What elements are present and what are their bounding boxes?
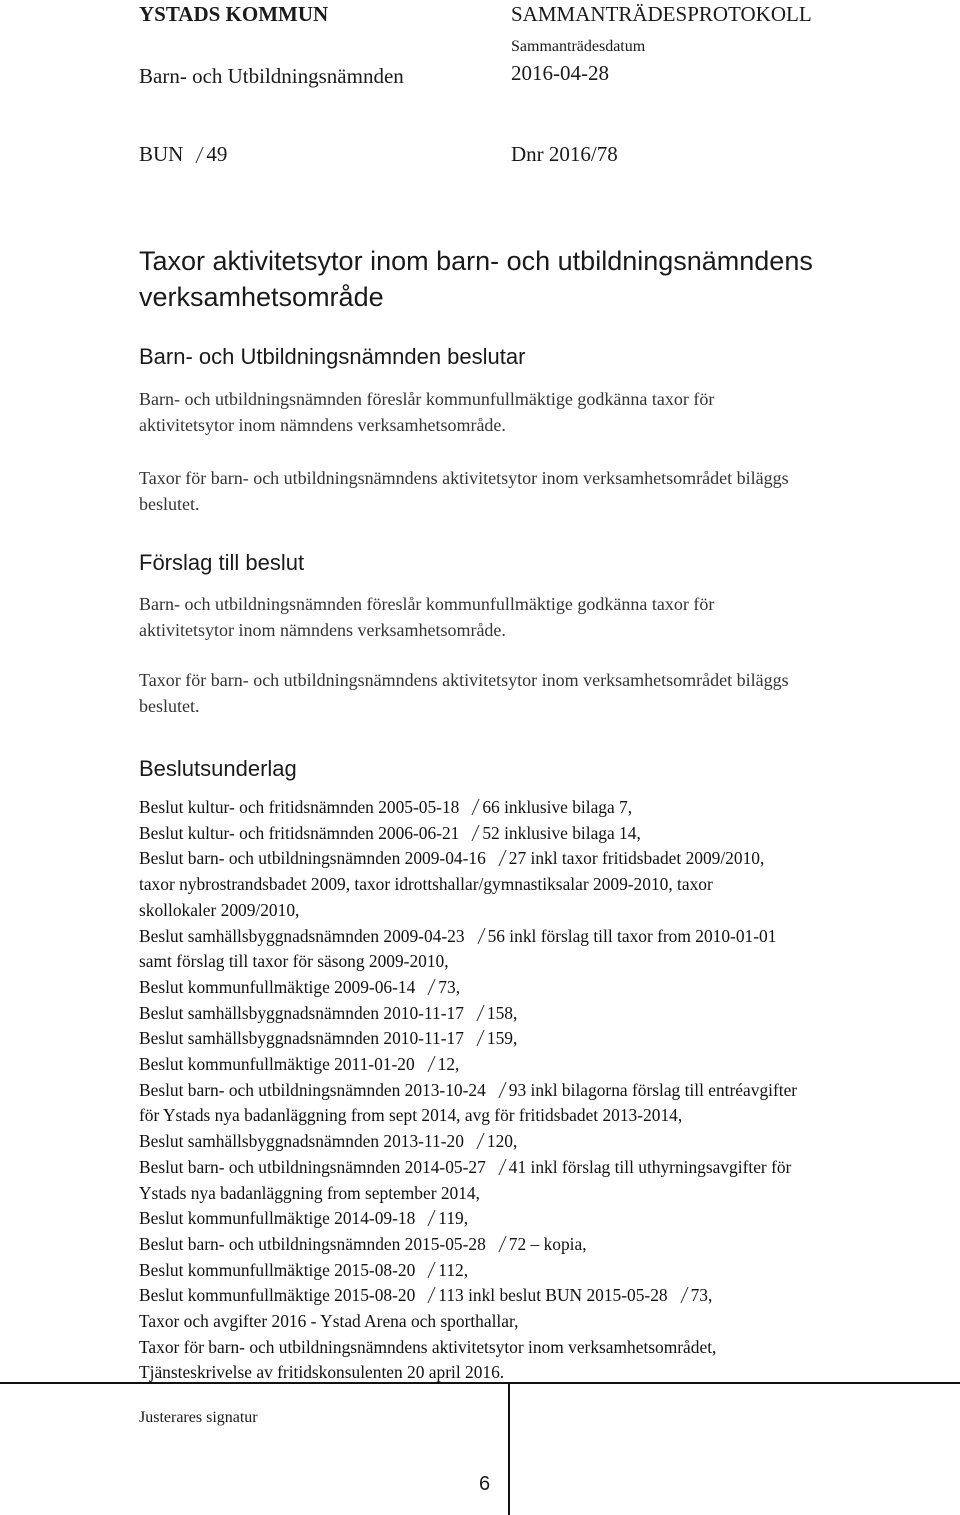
basis-text: Beslut barn- och utbildningsnämnden 2013-10-24 (139, 1079, 486, 1100)
section-sign-icon (418, 1262, 436, 1278)
title-line: Taxor aktivitetsytor inom barn- och utbildningsnämndens (139, 246, 813, 276)
basis-text: 56 inkl förslag till taxor from 2010-01-01 (487, 925, 777, 946)
basis-list-item (139, 1026, 797, 1052)
text-line: aktivitetsytor inom nämndens verksamhetsområde. (139, 620, 506, 640)
basis-heading: Beslutsunderlag (139, 756, 297, 781)
basis-list-item (139, 924, 797, 950)
signature-label: Justerares signatur (139, 1409, 258, 1426)
basis-text: Ystads nya badanläggning from september 2014, (139, 1182, 480, 1203)
basis-list-item (139, 1103, 797, 1129)
basis-text: 72 – kopia, (508, 1233, 587, 1254)
text-line: beslutet. (139, 696, 200, 716)
basis-list-item (139, 898, 797, 924)
basis-text: Beslut kommunfullmäktige 2009-06-14 (139, 976, 416, 997)
basis-text: Taxor för barn- och utbildningsnämndens aktivitetsytor inom verksamhetsområdet, (139, 1336, 717, 1357)
section-sign-icon (466, 1133, 484, 1149)
section-sign-icon (418, 1287, 436, 1303)
basis-text: 41 inkl förslag till uthyrningsavgifter för (508, 1156, 792, 1177)
basis-text: 12, (437, 1054, 460, 1075)
section-sign-icon (466, 1030, 484, 1046)
proposal-paragraph-2 (139, 667, 789, 719)
basis-list-item (139, 1078, 797, 1104)
text-line: Barn- och utbildningsnämnden föreslår kommunfullmäktige godkänna taxor för (139, 389, 715, 409)
section-sign-icon (488, 1082, 506, 1098)
basis-text: 120, (486, 1131, 518, 1152)
basis-list-item (139, 795, 797, 821)
page-number: 6 (479, 1473, 491, 1495)
basis-list-item (139, 821, 797, 847)
basis-text: Beslut samhällsbyggnadsnämnden 2013-11-20 (139, 1131, 464, 1152)
basis-text: Beslut kommunfullmäktige 2015-08-20 (139, 1259, 416, 1280)
basis-text: Beslut samhällsbyggnadsnämnden 2010-11-17 (139, 1002, 464, 1023)
proposal-heading: Förslag till beslut (139, 550, 305, 575)
basis-list-item (139, 1283, 797, 1309)
section-sign-icon (488, 1159, 506, 1175)
basis-list-item (139, 1155, 797, 1181)
basis-list-item (139, 1052, 797, 1078)
footer-divider (0, 1382, 960, 1384)
basis-text: Beslut kultur- och fritidsnämnden 2005-05-18 (139, 797, 460, 817)
section-sign-icon (488, 850, 506, 866)
basis-list-item (139, 1001, 797, 1027)
title-line: verksamhetsområde (139, 282, 384, 312)
case-number (139, 142, 227, 167)
section-sign-icon (488, 1236, 506, 1252)
committee-name: Barn- och Utbildningsnämnden (139, 64, 404, 88)
basis-text: Tjänsteskrivelse av fritidskonsulenten 20 april 2016. (139, 1362, 505, 1383)
basis-text: Beslut barn- och utbildningsnämnden 2015-05-28 (139, 1233, 486, 1254)
basis-list-item (139, 1232, 797, 1258)
basis-list (139, 795, 797, 1386)
document-type: SAMMANTRÄDESPROTOKOLL (511, 2, 812, 26)
footer-column-divider (508, 1382, 510, 1515)
basis-text: Beslut barn- och utbildningsnämnden 2009-04-16 (139, 848, 486, 869)
basis-list-item (139, 1258, 797, 1284)
section-sign-icon (417, 1056, 435, 1072)
basis-text: 159, (486, 1028, 518, 1049)
section-sign-icon (418, 979, 436, 995)
decision-paragraph-2 (139, 465, 789, 517)
basis-text: för Ystads nya badanläggning from sept 2014, avg för fritidsbadet 2013-2014, (139, 1105, 683, 1126)
basis-list-item (139, 1129, 797, 1155)
basis-list-item (139, 1335, 797, 1361)
basis-list-item (139, 846, 797, 872)
decision-paragraph-1 (139, 386, 714, 438)
basis-text: 27 inkl taxor fritidsbadet 2009/2010, (508, 848, 765, 869)
section-sign-icon (462, 799, 480, 815)
basis-text: 112, (438, 1259, 469, 1280)
basis-list-item (139, 975, 797, 1001)
basis-text: Beslut barn- och utbildningsnämnden 2014-05-27 (139, 1156, 486, 1177)
basis-list-item (139, 949, 797, 975)
basis-text: Beslut kommunfullmäktige 2011-01-20 (139, 1054, 415, 1075)
basis-text: 73, (690, 1285, 713, 1306)
basis-text: Beslut samhällsbyggnadsnämnden 2009-04-23 (139, 925, 465, 946)
basis-text: taxor nybrostrandsbadet 2009, taxor idrottshallar/gymnastiksalar 2009-2010, taxor (139, 874, 713, 895)
section-sign-icon (418, 1210, 436, 1226)
basis-text: Beslut kommunfullmäktige 2015-08-20 (139, 1285, 416, 1306)
decision-heading: Barn- och Utbildningsnämnden beslutar (139, 344, 526, 369)
section-sign-icon (466, 1005, 484, 1021)
basis-text: samt förslag till taxor för säsong 2009-2010, (139, 951, 449, 972)
text-line: Barn- och utbildningsnämnden föreslår kommunfullmäktige godkänna taxor för (139, 594, 715, 614)
section-sign-icon (467, 928, 485, 944)
basis-text: 119, (438, 1208, 469, 1229)
basis-text: 113 inkl beslut BUN 2015-05-28 (438, 1285, 668, 1306)
basis-text: 158, (486, 1002, 518, 1023)
basis-text: Beslut kommunfullmäktige 2014-09-18 (139, 1208, 416, 1229)
basis-list-item (139, 1181, 797, 1207)
basis-text: Beslut samhällsbyggnadsnämnden 2010-11-17 (139, 1028, 464, 1049)
section-sign-icon (186, 147, 204, 163)
case-paragraph: 49 (206, 142, 228, 166)
text-line: aktivitetsytor inom nämndens verksamhetsområde. (139, 415, 506, 435)
basis-text: skollokaler 2009/2010, (139, 899, 300, 920)
basis-text: 52 inklusive bilaga 14, (482, 822, 641, 843)
section-sign-icon (462, 825, 480, 841)
meeting-date-label: Sammanträdesdatum (511, 38, 646, 55)
basis-text: 66 inklusive bilaga 7, (482, 797, 633, 817)
basis-text: 93 inkl bilagorna förslag till entréavgifter (508, 1079, 798, 1100)
page-title (139, 243, 813, 315)
case-prefix: BUN (139, 142, 184, 166)
meeting-date: 2016-04-28 (511, 61, 609, 85)
basis-text: Taxor och avgifter 2016 - Ystad Arena och sporthallar, (139, 1311, 519, 1332)
text-line: beslutet. (139, 494, 200, 514)
text-line: Taxor för barn- och utbildningsnämndens aktivitetsytor inom verksamhetsområdet biläggs (139, 670, 789, 690)
text-line: Taxor för barn- och utbildningsnämndens aktivitetsytor inom verksamhetsområdet biläggs (139, 468, 789, 488)
basis-text: Beslut kultur- och fritidsnämnden 2006-06-21 (139, 822, 460, 843)
basis-list-item (139, 872, 797, 898)
basis-text: 73, (438, 976, 461, 997)
section-sign-icon (670, 1287, 688, 1303)
diary-number: Dnr 2016/78 (511, 142, 618, 166)
basis-list-item (139, 1206, 797, 1232)
municipality-name: YSTADS KOMMUN (139, 2, 329, 26)
basis-list-item (139, 1309, 797, 1335)
proposal-paragraph-1 (139, 591, 714, 643)
